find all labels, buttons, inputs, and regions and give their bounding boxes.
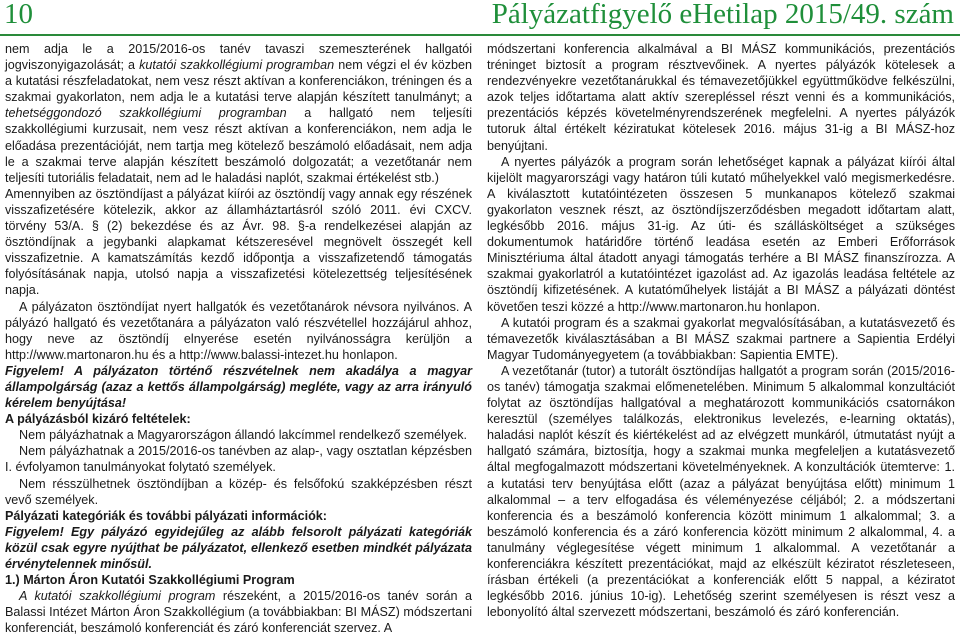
text-run: részeként, a 2015/2016-os tanév során a Balassi Intézet Márton Áron Szakkollégium (a továbbiakban: BI MÁSZ) módszertani konferenciát, beszámoló konferenciát és záró konferenciát szervez. A: [5, 589, 472, 636]
right-column: [487, 41, 955, 620]
paragraph-attention-citizenship: [5, 363, 472, 411]
text-run: A pályázaton történő részvételnek nem akadálya a magyar állampolgárság (azaz a kettős állampolgárság) megléte, vagy az arra irányuló kérelem benyújtása!: [5, 363, 472, 411]
paragraph-internship: A nyertes pályázók a program során lehetőséget kapnak a pályázat kiírói által kijelölt magyarországi vagy határon túli kutató műhelyekkel való megismerkedésre. A kiválasztott kutatóintézeten összesen 5 munkanapos kötelező szakmai gyakorlaton vesznek részt, az ösztöndíjszerződésben megadott időtartam alatt, legkésőbb 2016. május 31-ig. Az úti- és szállásköltséget a szükséges dokumentumok határidőre történő leadása esetén az Emberi Erőforrások Minisztériuma által átadott anyagi támogatás terhére a BI MÁSZ finanszírozza. A szakmai gyakorlatról a kutatóintézet igazolást ad. Az igazolás leadása feltétele az ösztöndíj kifizetésének. A kutatóműhelyek listáját a BI MÁSZ a pályázati döntést követően teszi közzé a http://www.martonaron.hu honlapon.: [487, 154, 955, 314]
paragraph-repayment: Amennyiben az ösztöndíjast a pályázat kiírói az ösztöndíj vagy annak egy részének visszafizetésére kötelezik, akkor az államháztartásról szóló 2011. évi CXCV. törvény 53/A. § (2) bekezdése és az Ávr. 98. §-a rendelkezései alapján az ösztöndíjnak a jegybanki alapkamat kétszeresével megnövelt összegét kell visszafizetnie. A kamatszámítás kezdő időpontja a visszafizetendő támogatás folyósításának napja, utolsó napja a visszafizetési kötelezettség teljesítésének napja.: [5, 186, 472, 298]
text-run: nem végzi el év közben a kutatási részfeladatokat, nem vesz részt aktívan a konferenciákon, tréningen és a szakmai gyakorlaton, nem adja le a kutatási terve alapján készített tanulmányt; a: [5, 58, 473, 105]
text-run-italic: A kutatói szakkollégiumi program: [19, 589, 216, 604]
text-run-italic: kutatói szakkollégiumi programban: [139, 58, 335, 73]
paragraph-publicity: A pályázaton ösztöndíjat nyert hallgatók és vezetőtanárok névsora nyilvános. A pályázó hallgató és vezetőtanára a pályázaton való részvétellel hozzájárul ahhoz, hogy neve az ösztöndíj elnyerése esetén nyilvánosságra kerüljön a http://www.martonaron.hu és a http://www.balassi-intezet.hu honlapon.: [5, 299, 472, 362]
heading-categories: Pályázati kategóriák és további pályázati információk:: [5, 508, 327, 523]
publication-title: Pályázatfigyelő eHetilap 2015/49. szám: [491, 0, 954, 30]
text-run: Egy pályázó egyidejűleg az alább felsorolt pályázati kategóriák közül csak egyre nyújthat be pályázatot, ellenkező esetben mindkét pályázata érvénytelennek minősül.: [5, 524, 472, 571]
list-item-exclusion: Nem pályázhatnak a 2015/2016-os tanévben az alap-, vagy osztatlan képzésben I. évfolyamon tanulmányokat folytató személyek.: [5, 444, 472, 475]
list-item-exclusion: Nem pályázhatnak a Magyarországon állandó lakcímmel rendelkező személyek.: [19, 428, 467, 443]
text-run: a hallgató nem teljesíti szakkollégiumi kurzusait, nem vesz részt aktívan a konferenciákon, nem adja le előadása prezentációját, nem tartja meg kötelező beszámoló előadásait, nem adja le a szakmai terve alapján készített beszámoló dolgozatát; a vezetőtanár nem teljesíti tutoriális feladatait, nem ad le haladási naplót, szakmai értékelést stb.): [5, 106, 472, 185]
left-column: [5, 41, 472, 636]
page-header: [0, 0, 960, 36]
paragraph-partner: A kutatói program és a szakmai gyakorlat megvalósításában, a kutatásvezető és témavezetők kiválasztásában a BI MÁSZ szakmai partnere a Sapientia Erdélyi Magyar Tudományegyetem (a továbbiakban: Sapientia EMTE).: [487, 315, 955, 362]
paragraph-program-intro: [5, 588, 472, 636]
text-run-italic: tehetséggondozó szakkollégiumi programban: [5, 106, 287, 121]
text-run: nem adja le a 2015/2016-os tanév tavaszi szemeszterének hallgatói jogviszonyigazolását; a: [5, 42, 472, 73]
attention-label: Figyelem!: [5, 363, 64, 378]
paragraph-conference: módszertani konferencia alkalmával a BI MÁSZ kommunikációs, prezentációs tréninget biztosít a program résztvevőinek. A nyertes pályázók kötelesek a rendezvényekre vezetőtanárukkal és témavezetőjükkel együttműködve felkészülni, azok teljes időtartama alatt aktív szerepléssel részt venni és a kommunikációs, prezentációs képzés követelményrendszerének megfelelni. A nyertes pályázók tutoruk által értékelt kéziratukat kötelesek 2016. május 31-ig a BI MÁSZ-hoz benyújtani.: [487, 42, 955, 153]
heading-exclusions: A pályázásból kizáró feltételek:: [5, 412, 191, 427]
paragraph-tutor: A vezetőtanár (tutor) a tutorált ösztöndíjas hallgatót a program során (2015/2016-os tanév) támogatja szakmai előmenetelében. Minimum 5 alkalommal konzultációt folytat az ösztöndíjas hallgatóval a meghatározott kommunikációs csatornákon keresztül (személyes találkozás, elektronikus levelezés, e-learning oktatás), haladási naplót készít és kiértékelést ad az elvégzett munkáról, útmutatást nyújt a hallgató számára, biztosítja, hogy a szakmai munka megfeleljen a kutatásvezető által megfogalmazott módszertani követelményeknek. A konzultációk ütemterve: 1. a kutatási terv benyújtása előtt (azaz a pályázat benyújtása előtt) minimum 1 alkalommal – a terv elfogadása és véleményezése céljából; 2. a módszertani konferencia és a beszámoló konferencia között minimum 1 alkalommal; 3. a beszámoló konferencia és a záró konferencia között minimum 2 alkalommal, 4. a tanulmány véglegesítése végett minimum 1 alkalommal. A vezetőtanár a konferenciákra készített prezentációkat, majd az elkészült kéziratot részleteseen, írásban értékeli (a prezentációkat a konferenciák előtt 5 nappal, a kéziratot legkésőbb 2016. június 10-ig). Lehetőség szerint személyesen is részt vesz a lebonyolító által szervezett módszertani, beszámoló és záró konferencián.: [487, 363, 955, 620]
page-number: 10: [4, 0, 33, 30]
heading-program-1: 1.) Márton Áron Kutatói Szakkollégiumi Program: [5, 573, 295, 588]
list-item-exclusion: Nem résszülhetnek ösztöndíjban a közép- és felsőfokú szakképzésben részt vevő személyek.: [5, 476, 472, 507]
attention-label: Figyelem!: [5, 524, 64, 539]
paragraph-attention-categories: [5, 524, 472, 572]
paragraph-sanctions: [5, 41, 472, 186]
